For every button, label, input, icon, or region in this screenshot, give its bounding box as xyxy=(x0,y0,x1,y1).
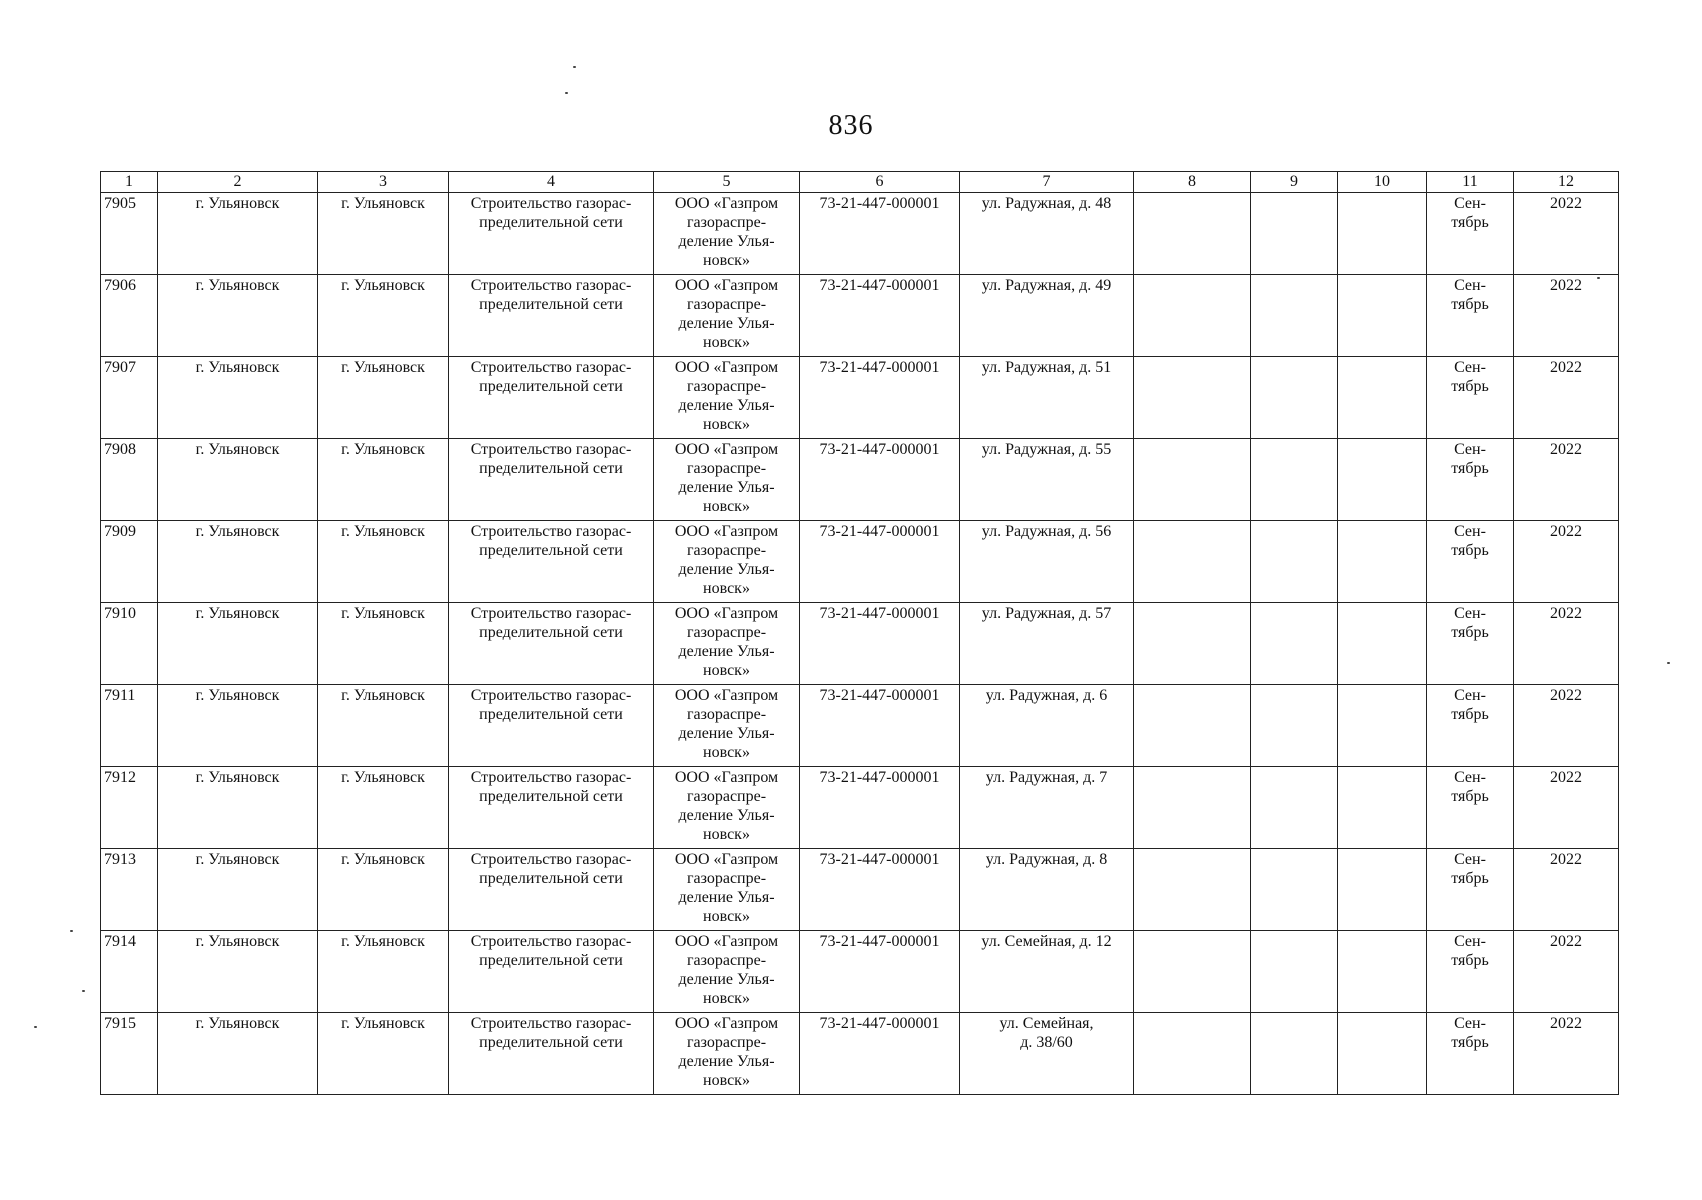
organization-cell-line: газораспре- xyxy=(686,788,767,805)
organization-cell-line: новск» xyxy=(703,990,750,1007)
code-cell: 73-21-447-000001 xyxy=(800,767,960,849)
address-cell-line: ул. Радужная, д. 7 xyxy=(985,769,1108,786)
column-header-6: 6 xyxy=(800,172,960,193)
object-cell xyxy=(449,521,654,603)
row-number: 7913 xyxy=(101,849,158,931)
header-row xyxy=(101,172,1619,193)
organization-cell-line: ООО «Газпром xyxy=(674,687,779,704)
object-cell-line: пределительной сети xyxy=(479,870,623,887)
object-cell-line: пределительной сети xyxy=(479,296,623,313)
organization-cell xyxy=(654,521,800,603)
year-cell: 2022 xyxy=(1514,1013,1619,1095)
organization-cell-line: новск» xyxy=(703,334,750,351)
organization-cell xyxy=(654,685,800,767)
col10-cell xyxy=(1338,931,1427,1013)
object-cell-line: пределительной сети xyxy=(479,952,623,969)
col9-cell xyxy=(1251,849,1338,931)
address-cell-line: ул. Радужная, д. 55 xyxy=(981,441,1112,458)
col9-cell xyxy=(1251,275,1338,357)
organization-cell-line: деление Улья- xyxy=(678,315,775,332)
organization-cell xyxy=(654,439,800,521)
address-cell xyxy=(960,849,1134,931)
settlement-cell: г. Ульяновск xyxy=(318,275,449,357)
address-cell xyxy=(960,521,1134,603)
organization-cell-line: газораспре- xyxy=(686,706,767,723)
row-number: 7912 xyxy=(101,767,158,849)
table-row xyxy=(101,521,1619,603)
row-number: 7915 xyxy=(101,1013,158,1095)
col10-cell xyxy=(1338,603,1427,685)
organization-cell-line: деление Улья- xyxy=(678,397,775,414)
col10-cell xyxy=(1338,275,1427,357)
organization-cell-line: деление Улья- xyxy=(678,643,775,660)
organization-cell-line: деление Улья- xyxy=(678,725,775,742)
organization-cell-line: ООО «Газпром xyxy=(674,605,779,622)
month-cell xyxy=(1427,439,1514,521)
address-cell-line: ул. Радужная, д. 51 xyxy=(981,359,1112,376)
organization-cell-line: газораспре- xyxy=(686,296,767,313)
year-cell: 2022 xyxy=(1514,439,1619,521)
year-cell: 2022 xyxy=(1514,767,1619,849)
address-cell-line: ул. Семейная, xyxy=(999,1015,1094,1032)
month-cell-line: тябрь xyxy=(1451,624,1489,641)
row-number: 7905 xyxy=(101,193,158,275)
address-cell xyxy=(960,193,1134,275)
month-cell xyxy=(1427,603,1514,685)
address-cell-line: ул. Радужная, д. 6 xyxy=(985,687,1108,704)
code-cell: 73-21-447-000001 xyxy=(800,275,960,357)
organization-cell-line: деление Улья- xyxy=(678,971,775,988)
scan-speck xyxy=(82,990,85,992)
month-cell-line: Сен- xyxy=(1454,195,1486,212)
organization-cell-line: ООО «Газпром xyxy=(674,1015,779,1032)
address-cell xyxy=(960,603,1134,685)
column-header-1: 1 xyxy=(101,172,158,193)
organization-cell-line: ООО «Газпром xyxy=(674,523,779,540)
column-header-10: 10 xyxy=(1338,172,1427,193)
organization-cell-line: ООО «Газпром xyxy=(674,769,779,786)
month-cell-line: Сен- xyxy=(1454,441,1486,458)
organization-cell xyxy=(654,767,800,849)
table-row xyxy=(101,931,1619,1013)
object-cell xyxy=(449,439,654,521)
col10-cell xyxy=(1338,439,1427,521)
organization-cell-line: новск» xyxy=(703,744,750,761)
object-cell-line: Строительство газорас- xyxy=(470,687,632,704)
code-cell: 73-21-447-000001 xyxy=(800,193,960,275)
code-cell: 73-21-447-000001 xyxy=(800,685,960,767)
organization-cell-line: новск» xyxy=(703,416,750,433)
organization-cell-line: газораспре- xyxy=(686,542,767,559)
code-cell: 73-21-447-000001 xyxy=(800,1013,960,1095)
table-row xyxy=(101,357,1619,439)
column-header-3: 3 xyxy=(318,172,449,193)
object-cell-line: пределительной сети xyxy=(479,1034,623,1051)
month-cell-line: тябрь xyxy=(1451,706,1489,723)
month-cell-line: Сен- xyxy=(1454,605,1486,622)
organization-cell-line: новск» xyxy=(703,662,750,679)
col9-cell xyxy=(1251,685,1338,767)
month-cell xyxy=(1427,521,1514,603)
organization-cell-line: деление Улья- xyxy=(678,1053,775,1070)
object-cell-line: Строительство газорас- xyxy=(470,933,632,950)
year-cell: 2022 xyxy=(1514,603,1619,685)
table-body xyxy=(101,193,1619,1095)
address-cell-line: ул. Семейная, д. 12 xyxy=(981,933,1112,950)
settlement-cell: г. Ульяновск xyxy=(318,685,449,767)
month-cell-line: тябрь xyxy=(1451,952,1489,969)
object-cell-line: пределительной сети xyxy=(479,214,623,231)
month-cell-line: тябрь xyxy=(1451,788,1489,805)
code-cell: 73-21-447-000001 xyxy=(800,603,960,685)
col9-cell xyxy=(1251,931,1338,1013)
register-table xyxy=(100,171,1619,1095)
year-cell: 2022 xyxy=(1514,931,1619,1013)
address-cell xyxy=(960,439,1134,521)
organization-cell-line: деление Улья- xyxy=(678,807,775,824)
organization-cell xyxy=(654,849,800,931)
address-cell-line: д. 38/60 xyxy=(1020,1034,1073,1051)
column-header-2: 2 xyxy=(158,172,318,193)
organization-cell xyxy=(654,603,800,685)
col9-cell xyxy=(1251,357,1338,439)
col10-cell xyxy=(1338,521,1427,603)
month-cell-line: Сен- xyxy=(1454,933,1486,950)
address-cell-line: ул. Радужная, д. 8 xyxy=(985,851,1108,868)
municipality-cell: г. Ульяновск xyxy=(158,1013,318,1095)
col9-cell xyxy=(1251,1013,1338,1095)
month-cell-line: Сен- xyxy=(1454,1015,1486,1032)
month-cell xyxy=(1427,685,1514,767)
month-cell xyxy=(1427,931,1514,1013)
column-header-7: 7 xyxy=(960,172,1134,193)
row-number: 7908 xyxy=(101,439,158,521)
object-cell-line: Строительство газорас- xyxy=(470,441,632,458)
object-cell xyxy=(449,193,654,275)
page-number: 836 xyxy=(828,110,874,141)
organization-cell xyxy=(654,357,800,439)
scan-speck xyxy=(565,92,568,94)
month-cell-line: Сен- xyxy=(1454,277,1486,294)
address-cell xyxy=(960,357,1134,439)
month-cell-line: Сен- xyxy=(1454,687,1486,704)
organization-cell-line: новск» xyxy=(703,252,750,269)
municipality-cell: г. Ульяновск xyxy=(158,931,318,1013)
organization-cell xyxy=(654,275,800,357)
month-cell-line: Сен- xyxy=(1454,359,1486,376)
col10-cell xyxy=(1338,357,1427,439)
organization-cell-line: новск» xyxy=(703,580,750,597)
municipality-cell: г. Ульяновск xyxy=(158,439,318,521)
row-number: 7910 xyxy=(101,603,158,685)
object-cell-line: Строительство газорас- xyxy=(470,605,632,622)
year-cell: 2022 xyxy=(1514,275,1619,357)
col9-cell xyxy=(1251,193,1338,275)
col8-cell xyxy=(1134,439,1251,521)
month-cell xyxy=(1427,767,1514,849)
address-cell-line: ул. Радужная, д. 48 xyxy=(981,195,1112,212)
object-cell xyxy=(449,603,654,685)
settlement-cell: г. Ульяновск xyxy=(318,849,449,931)
municipality-cell: г. Ульяновск xyxy=(158,685,318,767)
organization-cell-line: газораспре- xyxy=(686,1034,767,1051)
scan-speck xyxy=(34,1026,37,1028)
object-cell xyxy=(449,931,654,1013)
address-cell-line: ул. Радужная, д. 49 xyxy=(981,277,1112,294)
organization-cell-line: ООО «Газпром xyxy=(674,277,779,294)
col8-cell xyxy=(1134,931,1251,1013)
row-number: 7907 xyxy=(101,357,158,439)
organization-cell-line: новск» xyxy=(703,498,750,515)
col10-cell xyxy=(1338,1013,1427,1095)
object-cell-line: Строительство газорас- xyxy=(470,277,632,294)
settlement-cell: г. Ульяновск xyxy=(318,603,449,685)
organization-cell-line: новск» xyxy=(703,1072,750,1089)
organization-cell-line: ООО «Газпром xyxy=(674,359,779,376)
column-header-12: 12 xyxy=(1514,172,1619,193)
organization-cell-line: ООО «Газпром xyxy=(674,933,779,950)
col10-cell xyxy=(1338,767,1427,849)
col8-cell xyxy=(1134,521,1251,603)
organization-cell-line: деление Улья- xyxy=(678,479,775,496)
column-header-4: 4 xyxy=(449,172,654,193)
scan-speck xyxy=(70,930,73,932)
settlement-cell: г. Ульяновск xyxy=(318,357,449,439)
column-header-9: 9 xyxy=(1251,172,1338,193)
settlement-cell: г. Ульяновск xyxy=(318,193,449,275)
object-cell-line: пределительной сети xyxy=(479,624,623,641)
month-cell-line: Сен- xyxy=(1454,523,1486,540)
municipality-cell: г. Ульяновск xyxy=(158,193,318,275)
col8-cell xyxy=(1134,767,1251,849)
object-cell-line: Строительство газорас- xyxy=(470,769,632,786)
object-cell xyxy=(449,767,654,849)
month-cell-line: Сен- xyxy=(1454,769,1486,786)
col8-cell xyxy=(1134,1013,1251,1095)
code-cell: 73-21-447-000001 xyxy=(800,439,960,521)
column-header-8: 8 xyxy=(1134,172,1251,193)
municipality-cell: г. Ульяновск xyxy=(158,275,318,357)
organization-cell-line: газораспре- xyxy=(686,378,767,395)
organization-cell-line: деление Улья- xyxy=(678,233,775,250)
col8-cell xyxy=(1134,685,1251,767)
month-cell-line: тябрь xyxy=(1451,1034,1489,1051)
month-cell xyxy=(1427,1013,1514,1095)
organization-cell-line: ООО «Газпром xyxy=(674,195,779,212)
object-cell xyxy=(449,685,654,767)
object-cell-line: Строительство газорас- xyxy=(470,851,632,868)
organization-cell-line: новск» xyxy=(703,826,750,843)
month-cell-line: тябрь xyxy=(1451,214,1489,231)
settlement-cell: г. Ульяновск xyxy=(318,767,449,849)
month-cell xyxy=(1427,849,1514,931)
year-cell: 2022 xyxy=(1514,357,1619,439)
col10-cell xyxy=(1338,685,1427,767)
organization-cell-line: газораспре- xyxy=(686,460,767,477)
month-cell xyxy=(1427,357,1514,439)
organization-cell xyxy=(654,193,800,275)
year-cell: 2022 xyxy=(1514,849,1619,931)
code-cell: 73-21-447-000001 xyxy=(800,357,960,439)
address-cell-line: ул. Радужная, д. 56 xyxy=(981,523,1112,540)
organization-cell-line: газораспре- xyxy=(686,870,767,887)
address-cell xyxy=(960,767,1134,849)
object-cell xyxy=(449,849,654,931)
table-row xyxy=(101,275,1619,357)
municipality-cell: г. Ульяновск xyxy=(158,849,318,931)
organization-cell-line: деление Улья- xyxy=(678,561,775,578)
row-number: 7914 xyxy=(101,931,158,1013)
col8-cell xyxy=(1134,193,1251,275)
organization-cell-line: деление Улья- xyxy=(678,889,775,906)
year-cell: 2022 xyxy=(1514,521,1619,603)
month-cell xyxy=(1427,193,1514,275)
month-cell-line: Сен- xyxy=(1454,851,1486,868)
municipality-cell: г. Ульяновск xyxy=(158,521,318,603)
address-cell xyxy=(960,931,1134,1013)
organization-cell-line: новск» xyxy=(703,908,750,925)
month-cell-line: тябрь xyxy=(1451,378,1489,395)
table-row xyxy=(101,1013,1619,1095)
object-cell-line: Строительство газорас- xyxy=(470,195,632,212)
table-row xyxy=(101,685,1619,767)
month-cell-line: тябрь xyxy=(1451,870,1489,887)
table-row xyxy=(101,439,1619,521)
object-cell-line: пределительной сети xyxy=(479,788,623,805)
municipality-cell: г. Ульяновск xyxy=(158,357,318,439)
object-cell-line: Строительство газорас- xyxy=(470,1015,632,1032)
object-cell-line: пределительной сети xyxy=(479,460,623,477)
col10-cell xyxy=(1338,193,1427,275)
organization-cell xyxy=(654,1013,800,1095)
address-cell xyxy=(960,275,1134,357)
organization-cell-line: ООО «Газпром xyxy=(674,851,779,868)
table-row xyxy=(101,849,1619,931)
municipality-cell: г. Ульяновск xyxy=(158,767,318,849)
organization-cell-line: ООО «Газпром xyxy=(674,441,779,458)
col9-cell xyxy=(1251,439,1338,521)
object-cell-line: Строительство газорас- xyxy=(470,359,632,376)
organization-cell-line: газораспре- xyxy=(686,952,767,969)
scan-speck xyxy=(1667,662,1670,664)
object-cell-line: пределительной сети xyxy=(479,542,623,559)
month-cell-line: тябрь xyxy=(1451,460,1489,477)
code-cell: 73-21-447-000001 xyxy=(800,849,960,931)
address-cell xyxy=(960,1013,1134,1095)
municipality-cell: г. Ульяновск xyxy=(158,603,318,685)
col8-cell xyxy=(1134,603,1251,685)
object-cell xyxy=(449,357,654,439)
column-header-5: 5 xyxy=(654,172,800,193)
settlement-cell: г. Ульяновск xyxy=(318,439,449,521)
object-cell xyxy=(449,1013,654,1095)
month-cell-line: тябрь xyxy=(1451,542,1489,559)
settlement-cell: г. Ульяновск xyxy=(318,931,449,1013)
scan-speck xyxy=(573,66,576,68)
year-cell: 2022 xyxy=(1514,685,1619,767)
code-cell: 73-21-447-000001 xyxy=(800,931,960,1013)
row-number: 7909 xyxy=(101,521,158,603)
row-number: 7906 xyxy=(101,275,158,357)
month-cell-line: тябрь xyxy=(1451,296,1489,313)
col10-cell xyxy=(1338,849,1427,931)
month-cell xyxy=(1427,275,1514,357)
column-header-11: 11 xyxy=(1427,172,1514,193)
settlement-cell: г. Ульяновск xyxy=(318,1013,449,1095)
organization-cell-line: газораспре- xyxy=(686,624,767,641)
col8-cell xyxy=(1134,357,1251,439)
object-cell-line: Строительство газорас- xyxy=(470,523,632,540)
table-row xyxy=(101,603,1619,685)
address-cell xyxy=(960,685,1134,767)
organization-cell xyxy=(654,931,800,1013)
table-row xyxy=(101,767,1619,849)
col9-cell xyxy=(1251,603,1338,685)
col9-cell xyxy=(1251,521,1338,603)
object-cell xyxy=(449,275,654,357)
address-cell-line: ул. Радужная, д. 57 xyxy=(981,605,1112,622)
col8-cell xyxy=(1134,275,1251,357)
organization-cell-line: газораспре- xyxy=(686,214,767,231)
col9-cell xyxy=(1251,767,1338,849)
year-cell: 2022 xyxy=(1514,193,1619,275)
object-cell-line: пределительной сети xyxy=(479,706,623,723)
row-number: 7911 xyxy=(101,685,158,767)
settlement-cell: г. Ульяновск xyxy=(318,521,449,603)
table-row xyxy=(101,193,1619,275)
code-cell: 73-21-447-000001 xyxy=(800,521,960,603)
object-cell-line: пределительной сети xyxy=(479,378,623,395)
col8-cell xyxy=(1134,849,1251,931)
